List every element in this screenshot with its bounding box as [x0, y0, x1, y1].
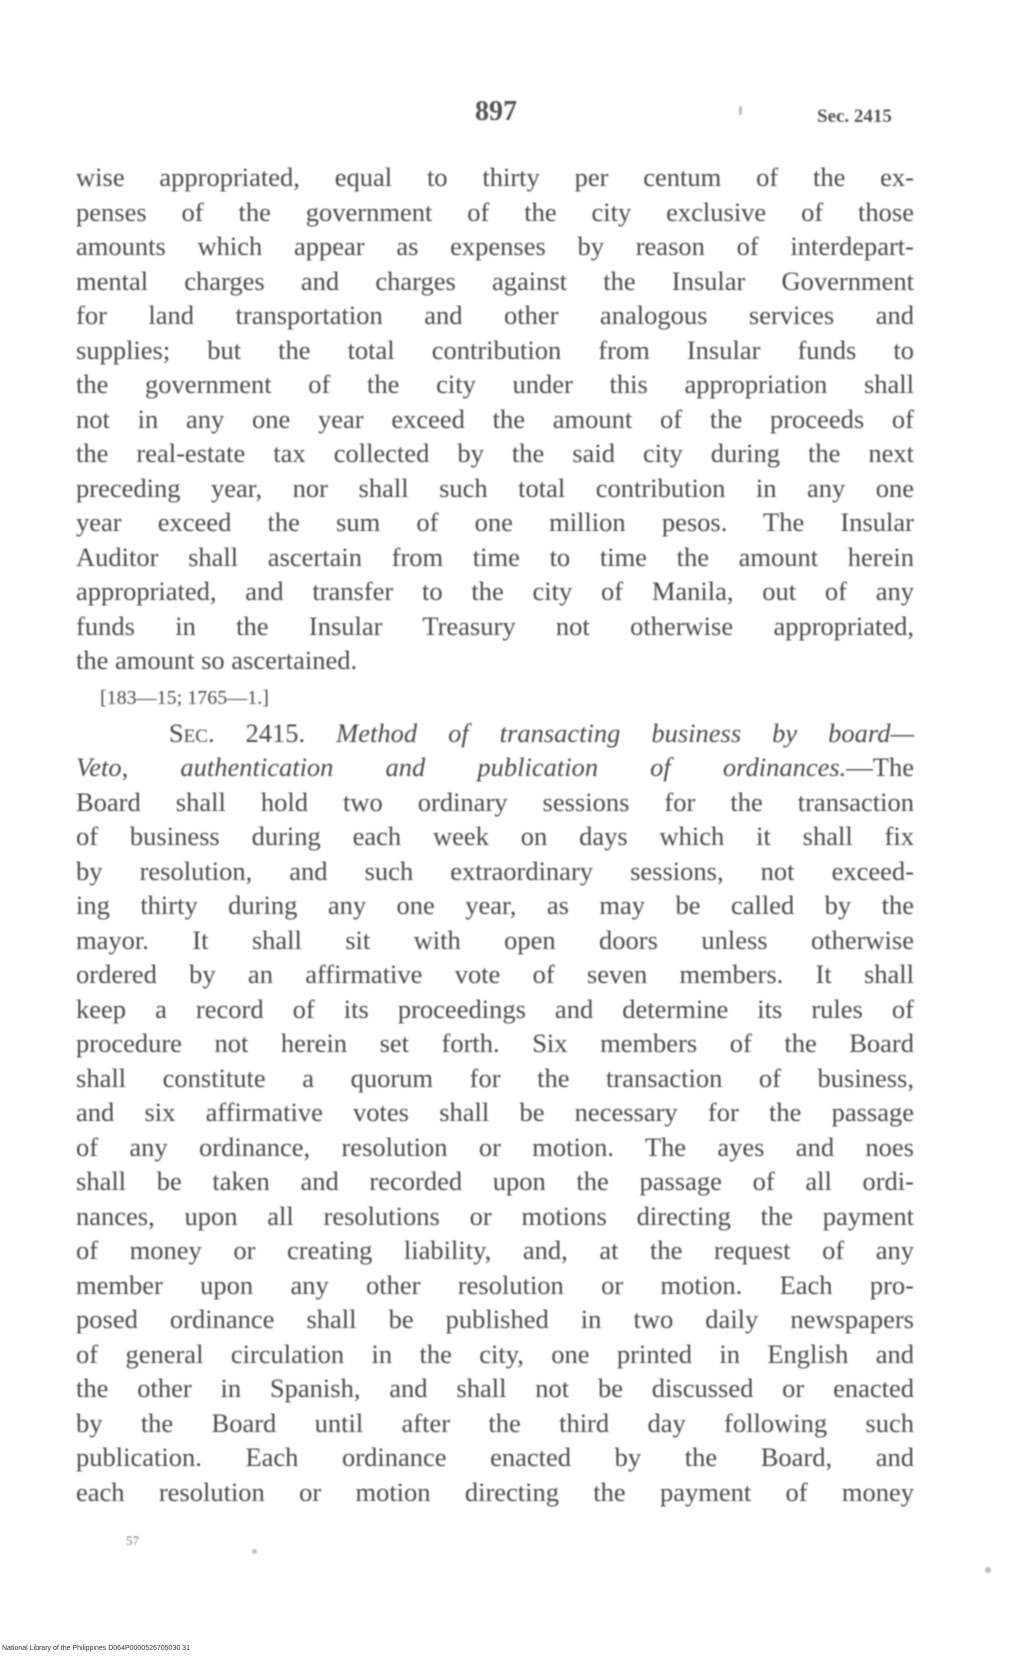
- page-number: 897: [475, 96, 517, 127]
- text-line: year exceed the sum of one million pesos. The Insular: [76, 507, 914, 537]
- text-line: of business during each week on days which it shall fix: [76, 821, 914, 851]
- text-line: posed ordinance shall be published in two daily newspapers: [76, 1304, 914, 1334]
- text-line: nances, upon all resolutions or motions directing the payment: [76, 1200, 914, 1231]
- text-line: the amount so ascertained.: [76, 645, 358, 675]
- section-2415: [76, 716, 914, 1510]
- text-line: shall constitute a quorum for the transaction of business,: [76, 1062, 914, 1093]
- text-line: Board shall hold two ordinary sessions for the transaction: [76, 786, 914, 817]
- text-line: each resolution or motion directing the payment of money: [76, 1476, 914, 1507]
- text-line: by the Board until after the third day following such: [76, 1407, 914, 1438]
- text-line: by resolution, and such extraordinary sessions, not exceed-: [76, 855, 914, 886]
- text-line: ordered by an affirmative vote of seven members. It shall: [76, 959, 914, 989]
- text-line: the real-estate tax collected by the said city during the next: [76, 438, 914, 468]
- section-heading-line: [76, 750, 914, 785]
- text-line: ing thirty during any one year, as may be called by the: [76, 890, 914, 920]
- text-line: preceding year, nor shall such total contribution in any one: [76, 472, 914, 503]
- legal-citation: [183—15; 1765—1.]: [100, 686, 269, 709]
- text-line: member upon any other resolution or motion. Each pro-: [76, 1269, 914, 1300]
- section-label: Sec. 2415.: [168, 717, 306, 748]
- library-watermark: National Library of the Philippines D064P0000526705030 31: [2, 1645, 190, 1652]
- text-line: appropriated, and transfer to the city of Manila, out of any: [76, 576, 914, 606]
- text-line: publication. Each ordinance enacted by the Board, and: [76, 1442, 914, 1472]
- text-line: the other in Spanish, and shall not be discussed or enacted: [76, 1373, 914, 1403]
- signature-mark: 57: [126, 1533, 139, 1548]
- text-line: mental charges and charges against the Insular Government: [76, 265, 914, 296]
- text-line: procedure not herein set forth. Six members of the Board: [76, 1028, 914, 1058]
- text-line: penses of the government of the city exclusive of those: [76, 196, 914, 227]
- scan-speck: [985, 1567, 991, 1573]
- text-line: not in any one year exceed the amount of the proceeds of: [76, 403, 914, 434]
- text-line: and six affirmative votes shall be necessary for the passage: [76, 1097, 914, 1127]
- section-heading-tail: —The: [846, 752, 914, 782]
- text-line: supplies; but the total contribution from Insular funds to: [76, 334, 914, 365]
- body-text: [76, 160, 914, 1509]
- section-heading-part2: Veto, authentication and publication of ordinances.: [76, 752, 847, 782]
- text-line: keep a record of its proceedings and determine its rules of: [76, 993, 914, 1024]
- scan-speck: [739, 106, 742, 115]
- section-heading-part1: Method of transacting business by board—: [336, 717, 915, 748]
- text-line: funds in the Insular Treasury not otherwise appropriated,: [76, 610, 914, 641]
- text-line: Auditor shall ascertain from time to time the amount herein: [76, 541, 914, 572]
- scan-speck: [252, 1549, 257, 1554]
- text-line: mayor. It shall sit with open doors unless otherwise: [76, 924, 914, 955]
- running-section-header: Sec. 2415: [817, 106, 892, 127]
- paragraph-appropriation: [76, 160, 914, 678]
- text-line: amounts which appear as expenses by reason of interdepart-: [76, 231, 914, 261]
- text-line: of money or creating liability, and, at the request of any: [76, 1235, 914, 1265]
- text-line: of any ordinance, resolution or motion. The ayes and noes: [76, 1131, 914, 1162]
- text-line: the government of the city under this appropriation shall: [76, 369, 914, 399]
- text-line: for land transportation and other analogous services and: [76, 300, 914, 330]
- section-heading-line: [76, 716, 914, 751]
- text-line: shall be taken and recorded upon the passage of all ordi-: [76, 1166, 914, 1196]
- text-line: wise appropriated, equal to thirty per centum of the ex-: [76, 162, 914, 192]
- text-line: of general circulation in the city, one printed in English and: [76, 1338, 914, 1369]
